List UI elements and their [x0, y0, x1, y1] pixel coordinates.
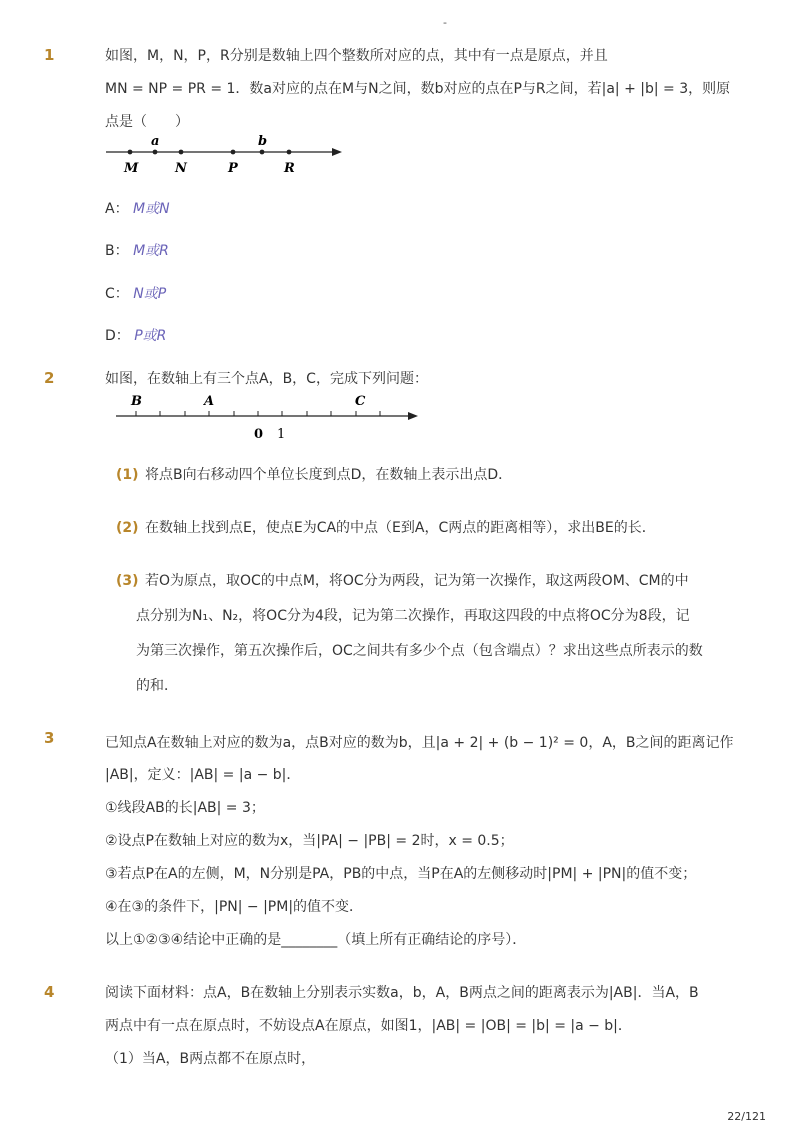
q1-axis-arrow — [332, 148, 342, 156]
q1-label-b: b — [258, 134, 268, 149]
q2-axis-arrow — [408, 412, 418, 420]
q1-option-d[interactable] — [105, 326, 166, 346]
q3-line-4: ②设点P在数轴上对应的数为x，当|PA| − |PB| = 2时，x = 0.5； — [105, 833, 514, 849]
question-number-3: 3 — [44, 729, 55, 747]
q4-line-2: 两点中有一点在原点时，不妨设点A在原点，如图1，|AB| = |OB| = |b| = |a − b|． — [105, 1018, 632, 1034]
q2-label-B: B — [131, 394, 142, 409]
q1-line-3: 点是（ ） — [105, 114, 189, 130]
q2-label-C: C — [355, 394, 366, 409]
part-text: 将点B向右移动四个单位长度到点D，在数轴上表示出点D． — [145, 467, 513, 483]
q3-line-1: 已知点A在数轴上对应的数为a，点B对应的数为b，且|a + 2| + (b − 1)² = 0，A，B之间的距离记作 — [105, 735, 734, 751]
q2-label-1: 1 — [277, 427, 286, 442]
part-marker: (3) — [116, 573, 139, 589]
q1-point-N — [179, 150, 184, 155]
q1-point-b — [260, 150, 265, 155]
q3-line-6: ④在③的条件下，|PN| − |PM|的值不变． — [105, 899, 364, 915]
q2-part-3-line-2: 点分别为N₁、N₂，将OC分为4段，记为第二次操作，再取这四段的中点将OC分为8段，记 — [136, 608, 690, 624]
question-number-1: 1 — [44, 46, 55, 64]
page-number: 22/121 — [727, 1110, 766, 1123]
q2-label-0: 0 — [254, 427, 264, 442]
q1-line-1: 如图，M，N，P，R分别是数轴上四个整数所对应的点，其中有一点是原点，并且 — [105, 48, 608, 64]
part-marker: (2) — [116, 520, 139, 536]
q3-line-7: 以上①②③④结论中正确的是________（填上所有正确结论的序号）． — [105, 932, 527, 948]
q1-label-P: P — [228, 161, 238, 176]
q2-part-2 — [116, 518, 656, 538]
q3-line-2: |AB|，定义：|AB| = |a − b|． — [105, 767, 301, 783]
q4-line-1: 阅读下面材料：点A，B在数轴上分别表示实数a，b，A，B两点之间的距离表示为|AB|．当A，B — [105, 985, 699, 1001]
option-text: M或N — [133, 201, 170, 217]
part-marker: (1) — [116, 467, 139, 483]
q2-number-line-figure — [110, 388, 430, 444]
part-text: 若O为原点，取OC的中点M，将OC分为两段，记为第一次操作，取这两段OM、CM的中 — [145, 573, 689, 589]
q2-tick-marks — [136, 411, 380, 416]
q3-line-3: ①线段AB的长|AB| = 3； — [105, 800, 265, 816]
q1-label-M: M — [124, 161, 139, 176]
q2-part-3-line-3: 为第三次操作，第五次操作后，OC之间共有多少个点（包含端点）？求出这些点所表示的数 — [136, 643, 703, 659]
q1-point-P — [231, 150, 236, 155]
q2-intro: 如图，在数轴上有三个点A，B，C，完成下列问题： — [105, 371, 428, 387]
q1-option-c[interactable] — [105, 284, 166, 304]
option-text: P或R — [134, 328, 167, 344]
q1-label-R: R — [284, 161, 295, 176]
q2-part-3 — [116, 571, 689, 591]
option-key: A： — [105, 201, 129, 217]
q2-part-1 — [116, 465, 512, 485]
option-key: C： — [105, 286, 129, 302]
question-number-2: 2 — [44, 369, 55, 387]
q1-option-a[interactable] — [105, 199, 170, 219]
option-key: B： — [105, 243, 129, 259]
option-key: D： — [105, 328, 130, 344]
q1-line-2: MN = NP = PR = 1．数a对应的点在M与N之间，数b对应的点在P与R之间，若|a| + |b| = 3，则原 — [105, 81, 731, 97]
q2-label-A: A — [204, 394, 215, 409]
q1-number-line-figure — [100, 130, 350, 178]
option-text: N或P — [133, 286, 167, 302]
question-number-4: 4 — [44, 983, 55, 1001]
q2-part-3-line-4: 的和． — [136, 678, 178, 694]
q1-point-R — [287, 150, 292, 155]
q1-point-a — [153, 150, 158, 155]
part-text: 在数轴上找到点E，使点E为CA的中点（E到A，C两点的距离相等），求出BE的长． — [145, 520, 656, 536]
option-text: M或R — [133, 243, 169, 259]
header-mark: - — [443, 16, 447, 29]
q1-label-a: a — [151, 134, 160, 149]
q1-option-b[interactable] — [105, 241, 169, 261]
q1-label-N: N — [175, 161, 187, 176]
q3-line-5: ③若点P在A的左侧，M，N分别是PA，PB的中点，当P在A的左侧移动时|PM| + |PN|的值不变； — [105, 866, 697, 882]
q1-point-M — [128, 150, 133, 155]
q4-line-3: （1）当A，B两点都不在原点时， — [105, 1051, 316, 1067]
